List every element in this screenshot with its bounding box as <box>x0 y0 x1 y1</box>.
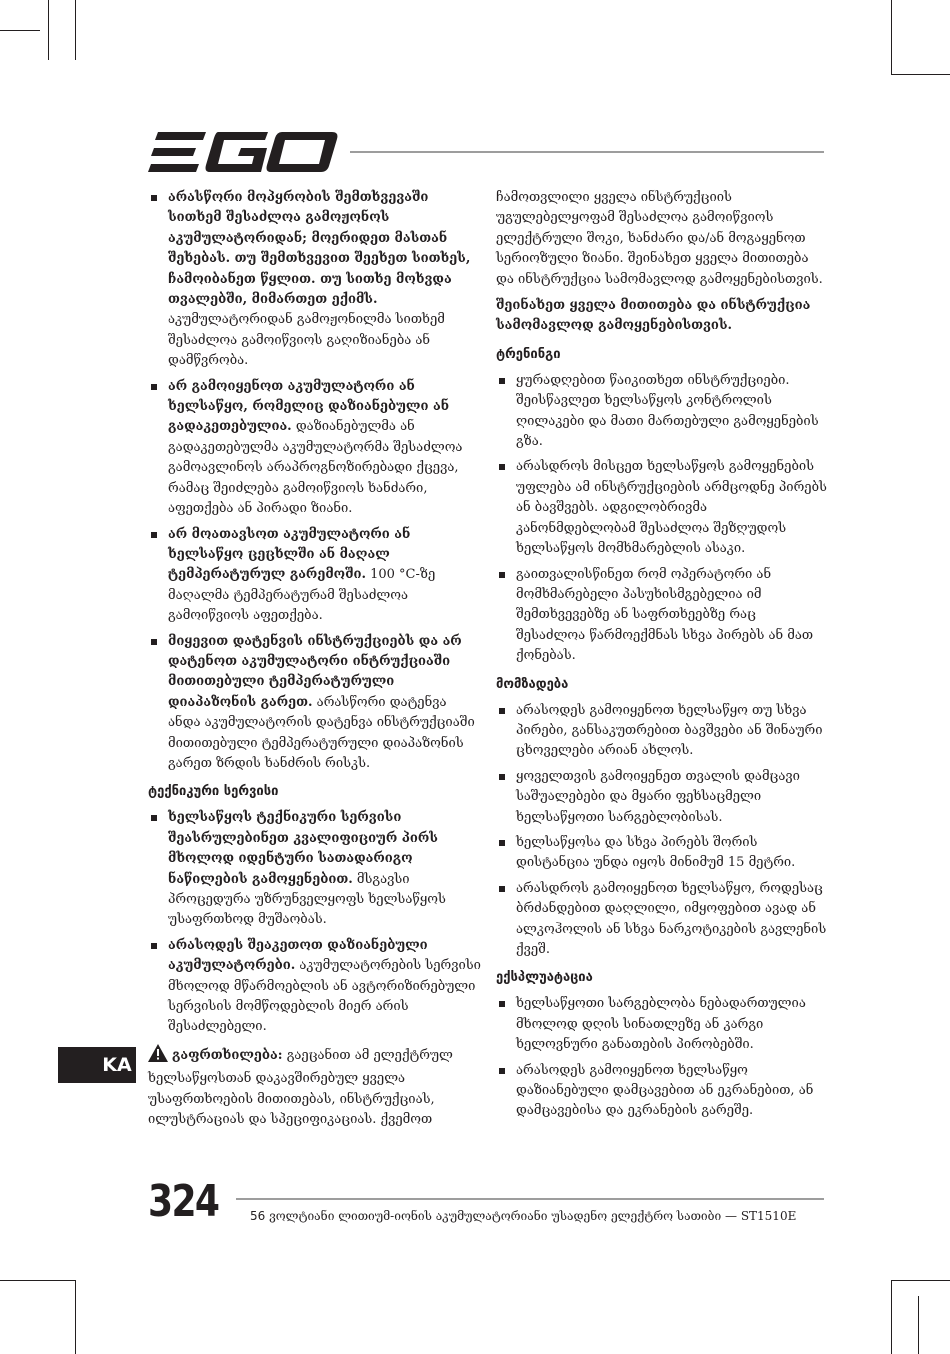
list-item: არასოდეს გამოიყენოთ ხელსაწყო თუ სხვა პირები, განსაკუთრებით ბავშვები ან შინაური ცხოველები არიან ახლოს. <box>496 701 828 762</box>
operation-list <box>496 994 828 1121</box>
crop-mark <box>75 0 76 60</box>
crop-mark <box>891 1280 892 1354</box>
service-heading: ტექნიკური სერვისი <box>148 784 279 800</box>
footer-title: 56 ვოლტიანი ლითიუმ-იონის აკუმულატორიანი უსადენო ელექტრო სათიბი — ST1510E <box>250 1209 797 1223</box>
crop-mark <box>891 1280 950 1281</box>
list-item: ყურადღებით წაიკითხეთ ინსტრუქციები. შეისწავლეთ ხელსაწყოს კონტროლის ღილაკები და მათი მართებული გამოყენების გზა. <box>496 371 828 453</box>
intro-paragraph: ჩამოთვლილი ყველა ინსტრუქციის უგულებელყოფამ შესაძლოა გამოიწვიოს ელექტრული შოკი, ხანძარი და/ან მოგაყენოთ სერიოზული ზიანი. შეინახეთ ყველა მითითება და ინსტრუქცია სამომავლოდ გამოყენებისთვის. <box>496 190 823 287</box>
list-item: არასდროს მისცეთ ხელსაწყოს გამოყენების უფლება ამ ინსტრუქციების არმცოდნე პირებს ან ბავშვებს. ადგილობრივმა კანონმდებლობამ შესაძლოა შეზღუდოს ხელსაწყოს მომხმარებლის ასაკი. <box>496 457 828 559</box>
list-item: არასწორი მოპყრობის შემთხვევაში სითხემ შესაძლოა გამოჟონოს აკუმულატორიდან; მოერიდეთ მასთან შეხებას. თუ შემთხვევით შეეხეთ სითხეს, ჩამოიბანეთ წყლით. თუ სითხე მოხვდა თვალებში, მიმართეთ ექიმს. აკუმულატორიდან გამოჟონილმა სითხემ შესაძლოა გამოიწვიოს გაღიზიანება ან დამწვრობა. <box>148 188 483 372</box>
list-item: არ მოათავსოთ აკუმულატორი ან ხელსაწყო ცეცხლში ან მაღალ ტემპერატურულ გარემოში. 100 °C-ზე მაღალმა ტემპერატურამ შესაძლოა გამოიწვიოს აფეთქება. <box>148 525 483 627</box>
bullet-square-icon <box>151 532 157 538</box>
list-item: მიყევით დატენვის ინსტრუქციებს და არ დატენოთ აკუმულატორი ინტრუქციაში მითითებული ტემპერატურული დიაპაზონის გარეთ. არასწორი დატენვა ანდა აკუმულატორის დატენვა ინსტრუქციაში მითითებული ტემპერატურული დიაპაზონის გარეთ ზრდის ხანძრის რისკს. <box>148 632 483 775</box>
list-item: არასდროს გამოიყენოთ ხელსაწყო, როდესაც ბრძანდებით დაღლილი, იმყოფებით ავად ან ალკოჰოლის ან სხვა ნარკოტიკების გავლენის ქვეშ. <box>496 879 828 961</box>
crop-mark <box>75 1280 76 1354</box>
crop-mark <box>48 0 49 60</box>
bullet-square-icon <box>499 464 505 470</box>
bullet-square-icon <box>151 639 157 645</box>
save-notice: შეინახეთ ყველა მითითება და ინსტრუქცია სამომავლოდ გამოყენებისთვის. <box>496 298 811 334</box>
bullet-square-icon <box>499 378 505 384</box>
bullet-square-icon <box>499 774 505 780</box>
training-heading: ტრენინგი <box>496 346 561 362</box>
list-item: არასოდეს გამოიყენოთ ხელსაწყო დაზიანებული დამცავებით ან ეკრანებით, ან დამცავებისა და ეკრანების გარეშე. <box>496 1061 828 1122</box>
preparation-heading: მომზადება <box>496 676 569 692</box>
operation-heading: ექსპლუატაცია <box>496 970 593 986</box>
warning-paragraph: გაფრთხილება: გაეცანით ამ ელექტრულ ხელსაწყოსთან დაკავშირებულ ყველა უსაფრთხოების მითითებას, ინსტრუქციას, ილუსტრაციას და სპეციფიკაციას. ქვემოთ <box>148 1044 483 1131</box>
ego-logo <box>148 130 338 176</box>
bullet-square-icon <box>151 943 157 949</box>
list-item: ხელსაწყოს ტექნიკური სერვისი შეასრულებინეთ კვალიფიციურ პირს მხოლოდ იდენტური სათადარიგო ნაწილების გამოყენებით. მსგავსი პროცედურა უზრუნველყოფს ხელსაწყოს უსაფრთხოდ მუშაობას. <box>148 808 483 930</box>
bullet-square-icon <box>499 1068 505 1074</box>
preparation-list <box>496 701 828 961</box>
bullet-square-icon <box>499 572 505 578</box>
language-tab: KA <box>58 1047 136 1083</box>
right-column <box>496 188 828 1128</box>
list-item: ყოველთვის გამოიყენეთ თვალის დამცავი საშუალებები და მყარი ფეხსაცმელი ხელსაწყოთი სარგებლობისას. <box>496 767 828 828</box>
crop-mark <box>891 0 892 75</box>
page-number: 324 <box>148 1176 219 1227</box>
bullet-square-icon <box>151 384 157 390</box>
list-item: არასოდეს შეაკეთოთ დაზიანებული აკუმულატორები. აკუმულატორების სერვისი მხოლოდ მწარმოებლის ან ავტორიზირებული სერვისის მომწოდებლის მიერ არის შესაძლებელი. <box>148 936 483 1038</box>
list-item: ხელსაწყოთი სარგებლობა ნებადართულია მხოლოდ დღის სინათლეზე ან კარგი ხელოვნური განათების პირობებში. <box>496 994 828 1055</box>
bullet-square-icon <box>499 1001 505 1007</box>
list-item: ხელსაწყოსა და სხვა პირებს შორის დისტანცია უნდა იყოს მინიმუმ 15 მეტრი. <box>496 833 828 874</box>
bullet-square-icon <box>151 815 157 821</box>
warning-triangle-icon <box>148 1044 168 1069</box>
safety-list <box>148 188 483 774</box>
bullet-square-icon <box>151 195 157 201</box>
list-item: არ გამოიყენოთ აკუმულატორი ან ხელსაწყო, რომელიც დაზიანებული ან გადაკეთებულია. დაზიანებულმა ან გადაკეთებულმა აკუმულატორმა შესაძლოა გამოავლინოს არაპროგნოზირებადი ქცევა, რამაც შეიძლება გამოიწვიოს ხანძარი, აფეთქება ან პირადი ზიანი. <box>148 377 483 520</box>
bullet-square-icon <box>499 886 505 892</box>
list-item: გაითვალისწინეთ რომ ოპერატორი ან მომხმარებელი პასუხისმგებელია იმ შემთხვევებზე ან საფრთხეებზე რაც შესაძლოა წარმოექმნას სხვა პირებს ან მათ ქონებას. <box>496 565 828 667</box>
service-list <box>148 808 483 1037</box>
training-list <box>496 371 828 667</box>
bullet-square-icon <box>499 840 505 846</box>
crop-mark <box>0 30 40 31</box>
footer-rule <box>236 1198 824 1200</box>
crop-mark <box>891 74 950 75</box>
left-column <box>148 188 483 1136</box>
crop-mark <box>918 1296 919 1354</box>
header-rule <box>350 151 824 153</box>
crop-mark <box>0 1280 76 1281</box>
bullet-square-icon <box>499 708 505 714</box>
